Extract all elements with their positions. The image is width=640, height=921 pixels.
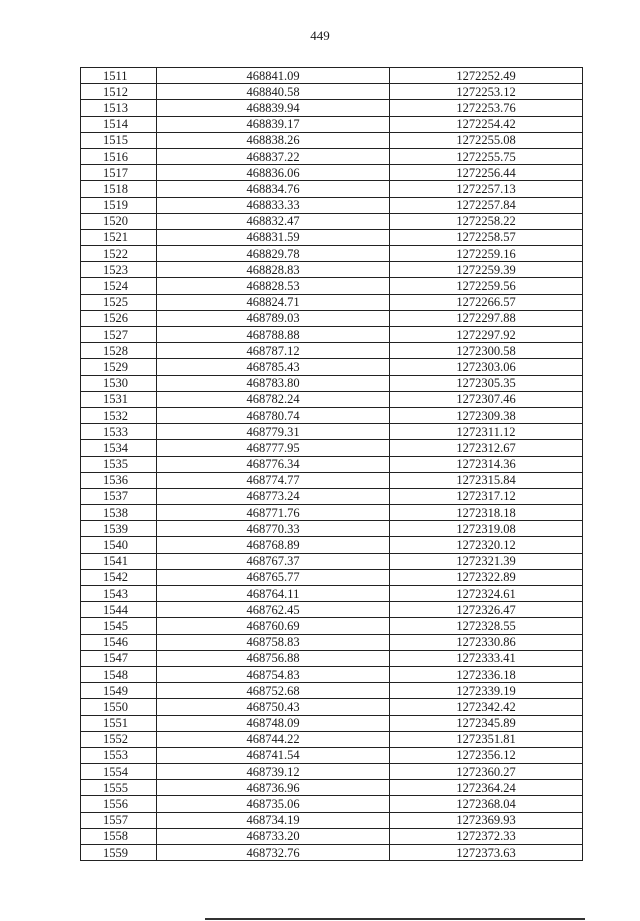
- table-row: [81, 310, 583, 326]
- coordinate-table: [80, 67, 583, 861]
- y-coordinate-cell: 1272342.42: [390, 699, 583, 715]
- x-coordinate-cell: 468733.20: [157, 828, 390, 844]
- point-id-cell: 1525: [81, 294, 157, 310]
- x-coordinate-cell: 468734.19: [157, 812, 390, 828]
- x-coordinate-cell: 468829.78: [157, 246, 390, 262]
- point-id-cell: 1551: [81, 715, 157, 731]
- y-coordinate-cell: 1272297.88: [390, 310, 583, 326]
- point-id-cell: 1528: [81, 343, 157, 359]
- table-row: [81, 472, 583, 488]
- table-row: [81, 845, 583, 861]
- x-coordinate-cell: 468739.12: [157, 764, 390, 780]
- y-coordinate-cell: 1272254.42: [390, 116, 583, 132]
- y-coordinate-cell: 1272297.92: [390, 327, 583, 343]
- point-id-cell: 1520: [81, 213, 157, 229]
- table-row: [81, 375, 583, 391]
- y-coordinate-cell: 1272300.58: [390, 343, 583, 359]
- x-coordinate-cell: 468777.95: [157, 440, 390, 456]
- point-id-cell: 1541: [81, 553, 157, 569]
- x-coordinate-cell: 468767.37: [157, 553, 390, 569]
- y-coordinate-cell: 1272305.35: [390, 375, 583, 391]
- x-coordinate-cell: 468776.34: [157, 456, 390, 472]
- table-row: [81, 780, 583, 796]
- x-coordinate-cell: 468839.17: [157, 116, 390, 132]
- table-row: [81, 165, 583, 181]
- page-number: 449: [310, 28, 330, 43]
- point-id-cell: 1515: [81, 132, 157, 148]
- table-row: [81, 197, 583, 213]
- point-id-cell: 1514: [81, 116, 157, 132]
- y-coordinate-cell: 1272315.84: [390, 472, 583, 488]
- table-row: [81, 246, 583, 262]
- y-coordinate-cell: 1272258.57: [390, 229, 583, 245]
- y-coordinate-cell: 1272368.04: [390, 796, 583, 812]
- point-id-cell: 1559: [81, 845, 157, 861]
- point-id-cell: 1557: [81, 812, 157, 828]
- table-row: [81, 521, 583, 537]
- table-row: [81, 715, 583, 731]
- y-coordinate-cell: 1272336.18: [390, 666, 583, 682]
- y-coordinate-cell: 1272322.89: [390, 569, 583, 585]
- x-coordinate-cell: 468732.76: [157, 845, 390, 861]
- y-coordinate-cell: 1272252.49: [390, 68, 583, 84]
- table-row: [81, 553, 583, 569]
- x-coordinate-cell: 468771.76: [157, 505, 390, 521]
- table-row: [81, 343, 583, 359]
- table-row: [81, 407, 583, 423]
- table-row: [81, 100, 583, 116]
- point-id-cell: 1526: [81, 310, 157, 326]
- table-row: [81, 116, 583, 132]
- y-coordinate-cell: 1272255.08: [390, 132, 583, 148]
- y-coordinate-cell: 1272319.08: [390, 521, 583, 537]
- y-coordinate-cell: 1272364.24: [390, 780, 583, 796]
- y-coordinate-cell: 1272372.33: [390, 828, 583, 844]
- point-id-cell: 1517: [81, 165, 157, 181]
- table-row: [81, 699, 583, 715]
- y-coordinate-cell: 1272324.61: [390, 586, 583, 602]
- y-coordinate-cell: 1272257.13: [390, 181, 583, 197]
- x-coordinate-cell: 468787.12: [157, 343, 390, 359]
- table-row: [81, 634, 583, 650]
- point-id-cell: 1558: [81, 828, 157, 844]
- point-id-cell: 1538: [81, 505, 157, 521]
- table-row: [81, 650, 583, 666]
- table-row: [81, 618, 583, 634]
- x-coordinate-cell: 468736.96: [157, 780, 390, 796]
- point-id-cell: 1516: [81, 148, 157, 164]
- x-coordinate-cell: 468735.06: [157, 796, 390, 812]
- x-coordinate-cell: 468782.24: [157, 391, 390, 407]
- point-id-cell: 1556: [81, 796, 157, 812]
- x-coordinate-cell: 468834.76: [157, 181, 390, 197]
- table-row: [81, 505, 583, 521]
- table-row: [81, 666, 583, 682]
- y-coordinate-cell: 1272309.38: [390, 407, 583, 423]
- x-coordinate-cell: 468741.54: [157, 747, 390, 763]
- table-row: [81, 488, 583, 504]
- point-id-cell: 1513: [81, 100, 157, 116]
- y-coordinate-cell: 1272360.27: [390, 764, 583, 780]
- x-coordinate-cell: 468764.11: [157, 586, 390, 602]
- table-row: [81, 747, 583, 763]
- x-coordinate-cell: 468756.88: [157, 650, 390, 666]
- x-coordinate-cell: 468836.06: [157, 165, 390, 181]
- y-coordinate-cell: 1272345.89: [390, 715, 583, 731]
- y-coordinate-cell: 1272257.84: [390, 197, 583, 213]
- x-coordinate-cell: 468828.53: [157, 278, 390, 294]
- table-row: [81, 731, 583, 747]
- y-coordinate-cell: 1272339.19: [390, 683, 583, 699]
- table-row: [81, 294, 583, 310]
- y-coordinate-cell: 1272321.39: [390, 553, 583, 569]
- point-id-cell: 1544: [81, 602, 157, 618]
- table-row: [81, 262, 583, 278]
- table-row: [81, 764, 583, 780]
- table-row: [81, 812, 583, 828]
- table-row: [81, 569, 583, 585]
- x-coordinate-cell: 468770.33: [157, 521, 390, 537]
- table-row: [81, 391, 583, 407]
- point-id-cell: 1512: [81, 84, 157, 100]
- point-id-cell: 1523: [81, 262, 157, 278]
- x-coordinate-cell: 468758.83: [157, 634, 390, 650]
- table-row: [81, 586, 583, 602]
- footer-rule: [205, 918, 585, 920]
- y-coordinate-cell: 1272258.22: [390, 213, 583, 229]
- table-row: [81, 84, 583, 100]
- point-id-cell: 1529: [81, 359, 157, 375]
- table-row: [81, 796, 583, 812]
- point-id-cell: 1530: [81, 375, 157, 391]
- x-coordinate-cell: 468833.33: [157, 197, 390, 213]
- point-id-cell: 1537: [81, 488, 157, 504]
- x-coordinate-cell: 468841.09: [157, 68, 390, 84]
- y-coordinate-cell: 1272266.57: [390, 294, 583, 310]
- y-coordinate-cell: 1272255.75: [390, 148, 583, 164]
- x-coordinate-cell: 468789.03: [157, 310, 390, 326]
- y-coordinate-cell: 1272369.93: [390, 812, 583, 828]
- point-id-cell: 1539: [81, 521, 157, 537]
- table-row: [81, 327, 583, 343]
- y-coordinate-cell: 1272259.56: [390, 278, 583, 294]
- x-coordinate-cell: 468774.77: [157, 472, 390, 488]
- x-coordinate-cell: 468748.09: [157, 715, 390, 731]
- x-coordinate-cell: 468762.45: [157, 602, 390, 618]
- point-id-cell: 1554: [81, 764, 157, 780]
- table-row: [81, 148, 583, 164]
- x-coordinate-cell: 468744.22: [157, 731, 390, 747]
- y-coordinate-cell: 1272312.67: [390, 440, 583, 456]
- x-coordinate-cell: 468828.83: [157, 262, 390, 278]
- point-id-cell: 1546: [81, 634, 157, 650]
- coordinate-table-body: [81, 68, 583, 861]
- point-id-cell: 1550: [81, 699, 157, 715]
- y-coordinate-cell: 1272320.12: [390, 537, 583, 553]
- point-id-cell: 1511: [81, 68, 157, 84]
- y-coordinate-cell: 1272330.86: [390, 634, 583, 650]
- x-coordinate-cell: 468752.68: [157, 683, 390, 699]
- table-row: [81, 181, 583, 197]
- table-row: [81, 68, 583, 84]
- table-row: [81, 132, 583, 148]
- table-row: [81, 440, 583, 456]
- x-coordinate-cell: 468773.24: [157, 488, 390, 504]
- y-coordinate-cell: 1272373.63: [390, 845, 583, 861]
- x-coordinate-cell: 468768.89: [157, 537, 390, 553]
- y-coordinate-cell: 1272333.41: [390, 650, 583, 666]
- point-id-cell: 1542: [81, 569, 157, 585]
- y-coordinate-cell: 1272318.18: [390, 505, 583, 521]
- y-coordinate-cell: 1272259.39: [390, 262, 583, 278]
- point-id-cell: 1543: [81, 586, 157, 602]
- point-id-cell: 1531: [81, 391, 157, 407]
- x-coordinate-cell: 468750.43: [157, 699, 390, 715]
- point-id-cell: 1552: [81, 731, 157, 747]
- y-coordinate-cell: 1272307.46: [390, 391, 583, 407]
- point-id-cell: 1553: [81, 747, 157, 763]
- y-coordinate-cell: 1272356.12: [390, 747, 583, 763]
- x-coordinate-cell: 468838.26: [157, 132, 390, 148]
- y-coordinate-cell: 1272303.06: [390, 359, 583, 375]
- y-coordinate-cell: 1272328.55: [390, 618, 583, 634]
- x-coordinate-cell: 468779.31: [157, 424, 390, 440]
- y-coordinate-cell: 1272253.76: [390, 100, 583, 116]
- x-coordinate-cell: 468754.83: [157, 666, 390, 682]
- point-id-cell: 1536: [81, 472, 157, 488]
- table-row: [81, 359, 583, 375]
- point-id-cell: 1545: [81, 618, 157, 634]
- x-coordinate-cell: 468785.43: [157, 359, 390, 375]
- x-coordinate-cell: 468788.88: [157, 327, 390, 343]
- point-id-cell: 1549: [81, 683, 157, 699]
- table-row: [81, 602, 583, 618]
- point-id-cell: 1534: [81, 440, 157, 456]
- y-coordinate-cell: 1272317.12: [390, 488, 583, 504]
- table-row: [81, 213, 583, 229]
- x-coordinate-cell: 468760.69: [157, 618, 390, 634]
- y-coordinate-cell: 1272259.16: [390, 246, 583, 262]
- x-coordinate-cell: 468824.71: [157, 294, 390, 310]
- point-id-cell: 1533: [81, 424, 157, 440]
- table-row: [81, 424, 583, 440]
- point-id-cell: 1532: [81, 407, 157, 423]
- x-coordinate-cell: 468765.77: [157, 569, 390, 585]
- y-coordinate-cell: 1272311.12: [390, 424, 583, 440]
- x-coordinate-cell: 468839.94: [157, 100, 390, 116]
- point-id-cell: 1527: [81, 327, 157, 343]
- point-id-cell: 1548: [81, 666, 157, 682]
- x-coordinate-cell: 468832.47: [157, 213, 390, 229]
- point-id-cell: 1522: [81, 246, 157, 262]
- x-coordinate-cell: 468783.80: [157, 375, 390, 391]
- table-row: [81, 683, 583, 699]
- point-id-cell: 1518: [81, 181, 157, 197]
- y-coordinate-cell: 1272351.81: [390, 731, 583, 747]
- point-id-cell: 1555: [81, 780, 157, 796]
- table-row: [81, 828, 583, 844]
- point-id-cell: 1521: [81, 229, 157, 245]
- table-row: [81, 537, 583, 553]
- x-coordinate-cell: 468780.74: [157, 407, 390, 423]
- y-coordinate-cell: 1272314.36: [390, 456, 583, 472]
- point-id-cell: 1524: [81, 278, 157, 294]
- table-row: [81, 229, 583, 245]
- y-coordinate-cell: 1272326.47: [390, 602, 583, 618]
- point-id-cell: 1519: [81, 197, 157, 213]
- x-coordinate-cell: 468837.22: [157, 148, 390, 164]
- y-coordinate-cell: 1272253.12: [390, 84, 583, 100]
- point-id-cell: 1540: [81, 537, 157, 553]
- y-coordinate-cell: 1272256.44: [390, 165, 583, 181]
- x-coordinate-cell: 468831.59: [157, 229, 390, 245]
- table-row: [81, 456, 583, 472]
- point-id-cell: 1547: [81, 650, 157, 666]
- x-coordinate-cell: 468840.58: [157, 84, 390, 100]
- table-row: [81, 278, 583, 294]
- point-id-cell: 1535: [81, 456, 157, 472]
